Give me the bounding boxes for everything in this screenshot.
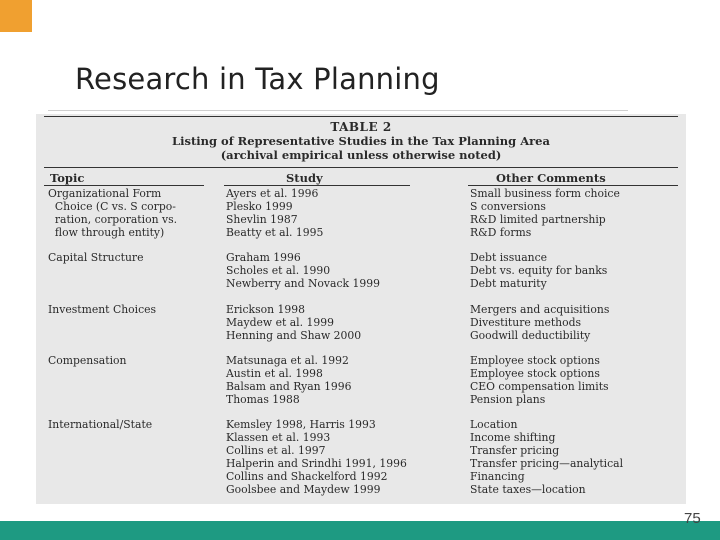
row-2-study: Graham 1996 Scholes et al. 1990 Newberry and Novack 1999 xyxy=(226,251,380,290)
row-1-study: Ayers et al. 1996 Plesko 1999 Shevlin 1987 Beatty et al. 1995 xyxy=(226,187,324,239)
slide-title: Research in Tax Planning xyxy=(75,62,440,96)
title-underline xyxy=(48,110,628,111)
table-caption-line2: (archival empirical unless otherwise noted) xyxy=(220,148,502,162)
header-other-comments: Other Comments xyxy=(496,171,606,185)
row-4-topic: Compensation xyxy=(48,354,127,367)
page-number: 75 xyxy=(684,510,701,527)
header-topic: Topic xyxy=(50,171,85,185)
row-2-topic: Capital Structure xyxy=(48,251,144,264)
accent-square xyxy=(0,0,32,32)
row-3-study: Erickson 1998 Maydew et al. 1999 Henning and Shaw 2000 xyxy=(226,303,362,342)
row-5-topic: International/State xyxy=(48,418,153,431)
header-study: Study xyxy=(286,171,323,185)
bottom-bar xyxy=(0,521,720,540)
row-4-study: Matsunaga et al. 1992 Austin et al. 1998 Balsam and Ryan 1996 Thomas 1988 xyxy=(226,354,352,406)
row-1-topic: Organizational Form Choice (C vs. S corpo- ration, corporation vs. flow through entity) xyxy=(48,187,178,239)
topic-column-rule xyxy=(44,185,204,186)
row-3-comments: Mergers and acquisitions Divestiture methods Goodwill deductibility xyxy=(470,303,610,342)
table-label: TABLE 2 xyxy=(330,120,392,134)
table-top-rule xyxy=(44,116,678,117)
study-column-rule xyxy=(224,185,410,186)
row-4-comments: Employee stock options Employee stock options CEO compensation limits Pension plans xyxy=(470,354,609,406)
comments-column-rule xyxy=(468,185,678,186)
table-caption-line1: Listing of Representative Studies in the Tax Planning Area xyxy=(172,134,550,148)
table-image xyxy=(36,114,686,504)
row-5-comments: Location Income shifting Transfer pricing Transfer pricing—analytical Financing State taxes—location xyxy=(470,418,624,496)
table-header-rule xyxy=(44,167,678,168)
row-3-topic: Investment Choices xyxy=(48,303,157,316)
row-2-comments: Debt issuance Debt vs. equity for banks Debt maturity xyxy=(470,251,608,290)
row-1-comments: Small business form choice S conversions R&D limited partnership R&D forms xyxy=(470,187,620,239)
row-5-study: Kemsley 1998, Harris 1993 Klassen et al. 1993 Collins et al. 1997 Halperin and Srindhi 1991, 1996 Collins and Shackelford 1992 Goolsbee and Maydew 1999 xyxy=(226,418,407,496)
